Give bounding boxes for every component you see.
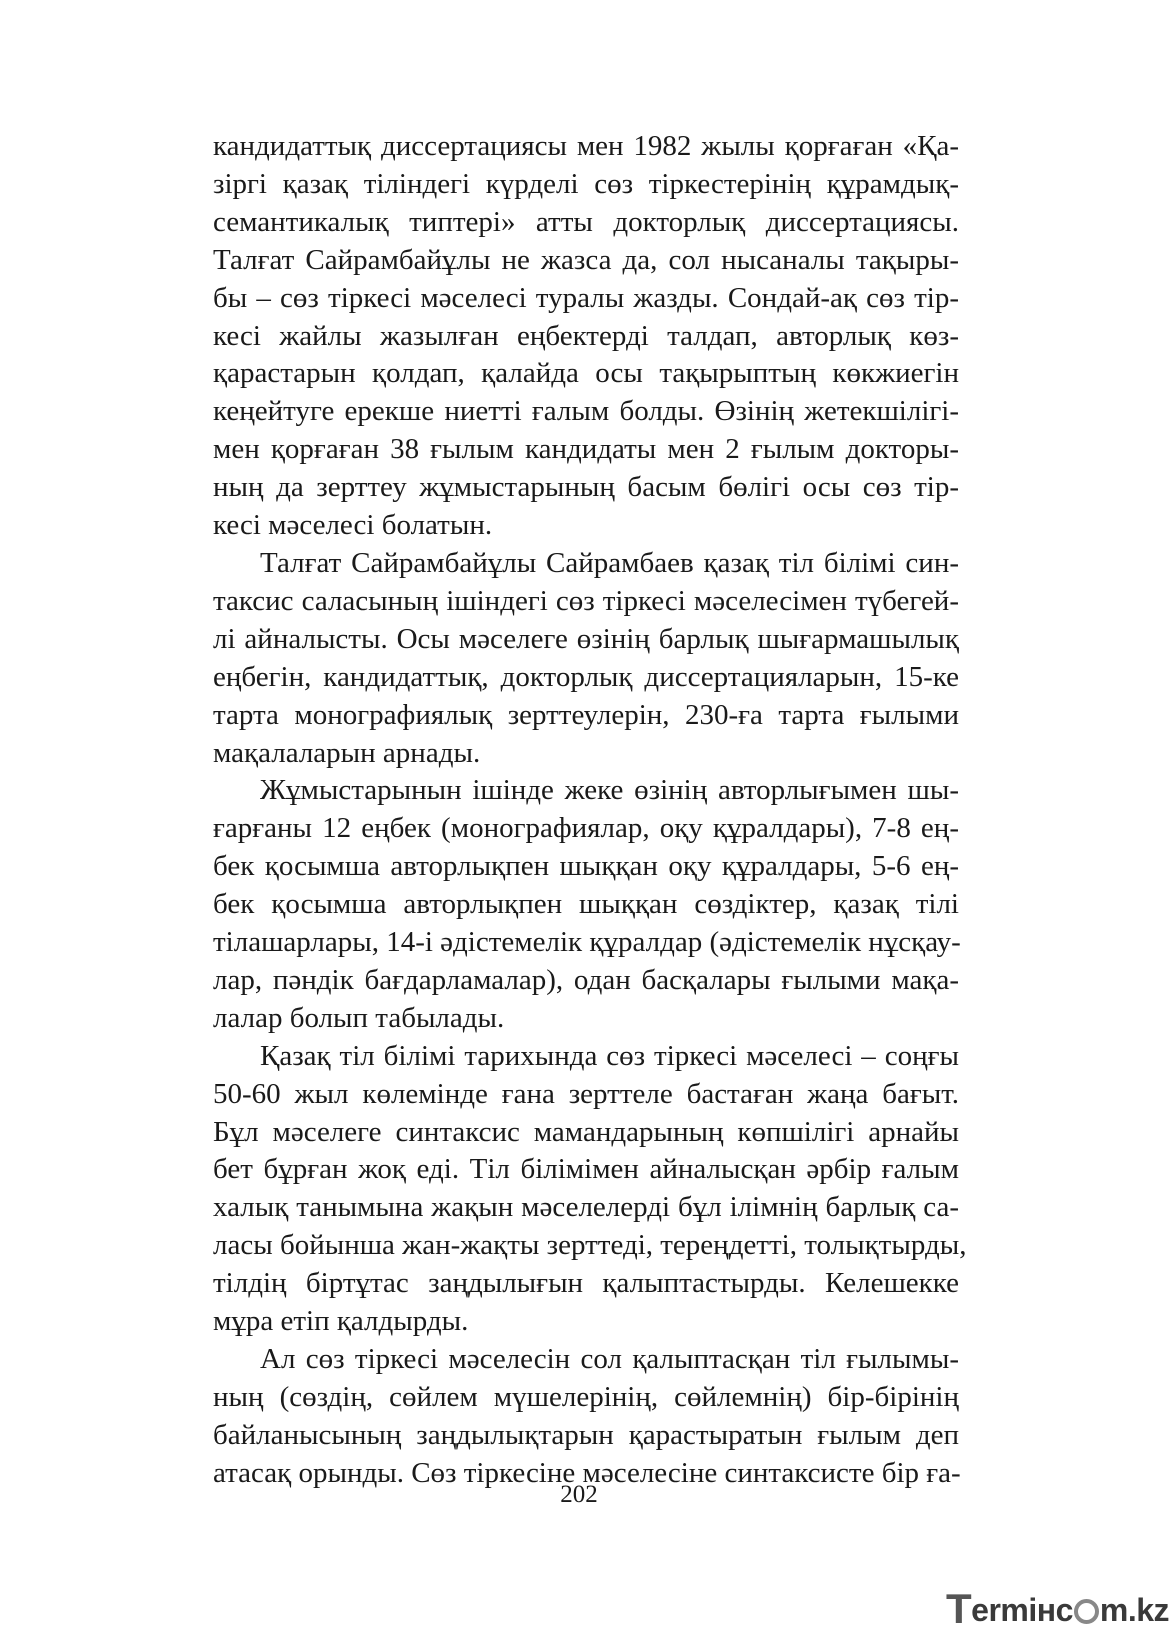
text-line: мен қорғаған 38 ғылым кандидаты мен 2 ғылым докторы- xyxy=(213,433,959,466)
text-line: бет бұрған жоқ еді. Тіл білімімен айналысқан әрбір ғалым xyxy=(213,1153,959,1186)
text-line: зіргі қазақ тіліндегі күрделі сөз тіркестерінің құрамдық- xyxy=(213,167,959,200)
text-line: ның да зерттеу жұмыстарының басым бөлігі осы сөз тір- xyxy=(213,471,959,504)
text-line: Бұл мәселеге синтаксис мамандарының көпшілігі арнайы xyxy=(213,1115,959,1148)
text-line: халық танымына жақын мәселелерді бұл ілімнің барлық са- xyxy=(213,1191,959,1224)
text-line: мұра етіп қалдырды. xyxy=(213,1305,469,1338)
text-line: 50-60 жыл көлемінде ғана зерттеле бастаған жаңа бағыт. xyxy=(213,1077,959,1110)
text-line: ның (сөздің, сөйлем мүшелерінің, сөйлемнің) бір-бірінің xyxy=(213,1380,959,1413)
text-line: еңбегін, кандидаттық, докторлық диссертацияларын, 15-ке xyxy=(213,660,959,693)
text-line: кесі мәселесі болатын. xyxy=(213,509,493,542)
text-line: лар, пәндік бағдарламалар), одан басқалары ғылыми мақа- xyxy=(213,963,959,996)
page-number: 202 xyxy=(560,1481,598,1508)
watermark-domain: m.kz xyxy=(1099,1592,1169,1628)
text-line: ғарғаны 12 еңбек (монографиялар, оқу құралдары), 7-8 ең- xyxy=(213,812,959,845)
site-watermark-logo xyxy=(946,1583,1169,1632)
text-line: Ал сөз тіркесі мәселесін сол қалыптасқан тіл ғылымы- xyxy=(260,1343,959,1375)
text-line: лі айналысты. Осы мәселеге өзінің барлық шығармашылық xyxy=(213,622,959,655)
text-line: кеңейтуге ерекше ниетті ғалым болды. Өзінің жетекшілігі- xyxy=(213,395,959,428)
watermark-text: ermінc xyxy=(971,1592,1073,1628)
text-line: таксис саласының ішіндегі сөз тіркесі мәселесімен түбегей- xyxy=(213,584,959,617)
watermark-letter-t: T xyxy=(946,1585,972,1632)
text-line: тарта монографиялық зерттеулерін, 230-ға тарта ғылыми xyxy=(213,698,959,731)
text-line: атасақ орынды. Сөз тіркесіне мәселесіне синтаксисте бір ға- xyxy=(213,1456,961,1489)
text-line: бек қосымша авторлықпен шыққан сөздіктер, қазақ тілі xyxy=(213,888,959,921)
text-line: тілдің біртұтас заңдылығын қалыптастырды. Келешекке xyxy=(213,1267,959,1300)
text-line: байланысының заңдылықтарын қарастыратын ғылым деп xyxy=(213,1418,959,1451)
text-line: Қазақ тіл білімі тарихында сөз тіркесі мәселесі – соңғы xyxy=(260,1039,959,1072)
text-line: бек қосымша авторлықпен шыққан оқу құралдары, 5-6 ең- xyxy=(213,850,959,883)
text-line: Талғат Сайрамбайұлы не жазса да, сол нысаналы тақыры- xyxy=(213,243,959,276)
text-line: мақалаларын арнады. xyxy=(213,736,481,769)
text-line: тілашарлары, 14-і әдістемелік құралдар (әдістемелік нұсқау- xyxy=(213,926,961,959)
text-line: кесі жайлы жазылған еңбектерді талдап, авторлық көз- xyxy=(213,319,959,352)
text-line: семантикалық типтері» атты докторлық диссертациясы. xyxy=(213,205,959,238)
text-line: қарастарын қолдап, қалайда осы тақырыптың көкжиегін xyxy=(213,357,959,390)
text-line: бы – сөз тіркесі мәселесі туралы жазды. Сондай-ақ сөз тір- xyxy=(213,281,959,314)
body-text xyxy=(213,128,967,1493)
text-line: лалар болып табылады. xyxy=(213,1001,505,1034)
watermark-circle-icon xyxy=(1074,1599,1099,1624)
text-line: Талғат Сайрамбайұлы Сайрамбаев қазақ тіл білімі син- xyxy=(260,546,959,579)
text-line: кандидаттық диссертациясы мен 1982 жылы қорғаған «Қа- xyxy=(213,130,959,162)
text-line: Жұмыстарынын ішінде жеке өзінің авторлығымен шы- xyxy=(260,774,959,807)
text-line: ласы бойынша жан-жақты зерттеді, тереңдетті, толықтырды, xyxy=(213,1229,967,1262)
